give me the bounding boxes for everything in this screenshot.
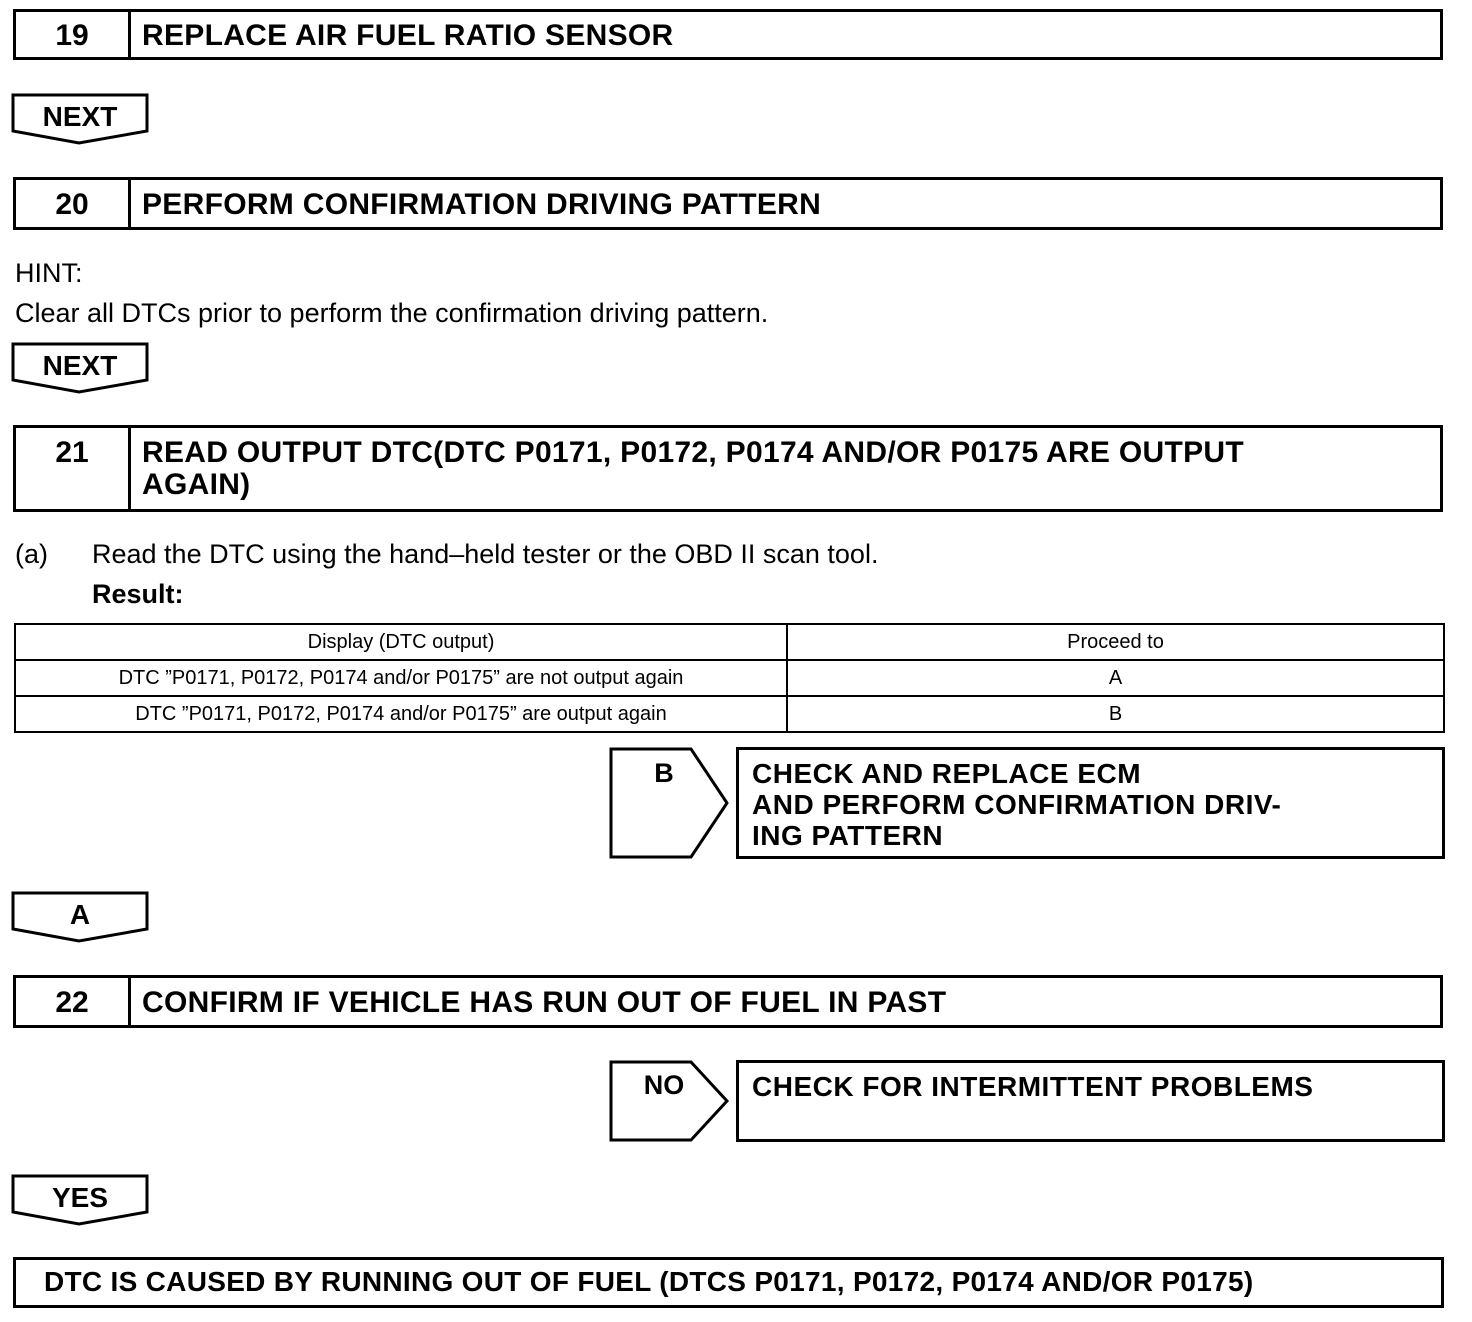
- hint-text: Clear all DTCs prior to perform the confirmation driving pattern.: [15, 298, 769, 328]
- result-table: [14, 623, 1445, 733]
- branch-b-action-box: [736, 747, 1445, 859]
- step-number: 19: [16, 12, 131, 57]
- step-20-header: [13, 177, 1443, 230]
- table-row: [15, 696, 1444, 732]
- next-label: NEXT: [42, 350, 118, 381]
- step-22-header: [13, 975, 1443, 1028]
- action-line: ING PATTERN: [752, 820, 944, 851]
- branch-no-action-box: [736, 1060, 1445, 1142]
- step-title: PERFORM CONFIRMATION DRIVING PATTERN: [142, 188, 822, 221]
- hint-label: HINT:: [15, 258, 83, 288]
- result-label: Result:: [92, 579, 184, 609]
- step-title: READ OUTPUT DTC(DTC P0171, P0172, P0174 AND/OR P0175 ARE OUTPUT AGAIN): [142, 436, 1244, 501]
- action-line: CHECK FOR INTERMITTENT PROBLEMS: [752, 1071, 1314, 1102]
- step-19-header: [13, 9, 1443, 60]
- branch-a-label: A: [69, 899, 91, 930]
- conclusion-box: DTC IS CAUSED BY RUNNING OUT OF FUEL (DTCS P0171, P0172, P0174 AND/OR P0175): [13, 1257, 1444, 1308]
- branch-yes-label: YES: [51, 1182, 109, 1213]
- instruction-marker: (a): [15, 539, 48, 569]
- branch-no-label: NO: [643, 1070, 685, 1100]
- table-header-cell: Proceed to: [787, 624, 1444, 660]
- action-line: AND PERFORM CONFIRMATION DRIV-: [752, 789, 1282, 820]
- step-title: CONFIRM IF VEHICLE HAS RUN OUT OF FUEL IN PAST: [142, 986, 947, 1019]
- table-header-cell: Display (DTC output): [15, 624, 787, 660]
- next-label: NEXT: [42, 101, 118, 132]
- step-title: REPLACE AIR FUEL RATIO SENSOR: [142, 19, 674, 52]
- table-cell: DTC ”P0171, P0172, P0174 and/or P0175” are not output again: [15, 660, 787, 696]
- step-number: 22: [16, 978, 131, 1025]
- table-cell: DTC ”P0171, P0172, P0174 and/or P0175” are output again: [15, 696, 787, 732]
- step-21-header: [13, 425, 1443, 512]
- step-number: 21: [16, 428, 131, 509]
- step-number: 20: [16, 180, 131, 227]
- instruction-text: Read the DTC using the hand–held tester or the OBD II scan tool.: [92, 539, 879, 569]
- branch-b-label: B: [654, 758, 674, 788]
- table-header-row: [15, 624, 1444, 660]
- table-cell: A: [787, 660, 1444, 696]
- table-row: [15, 660, 1444, 696]
- action-line: CHECK AND REPLACE ECM: [752, 758, 1142, 789]
- table-cell: B: [787, 696, 1444, 732]
